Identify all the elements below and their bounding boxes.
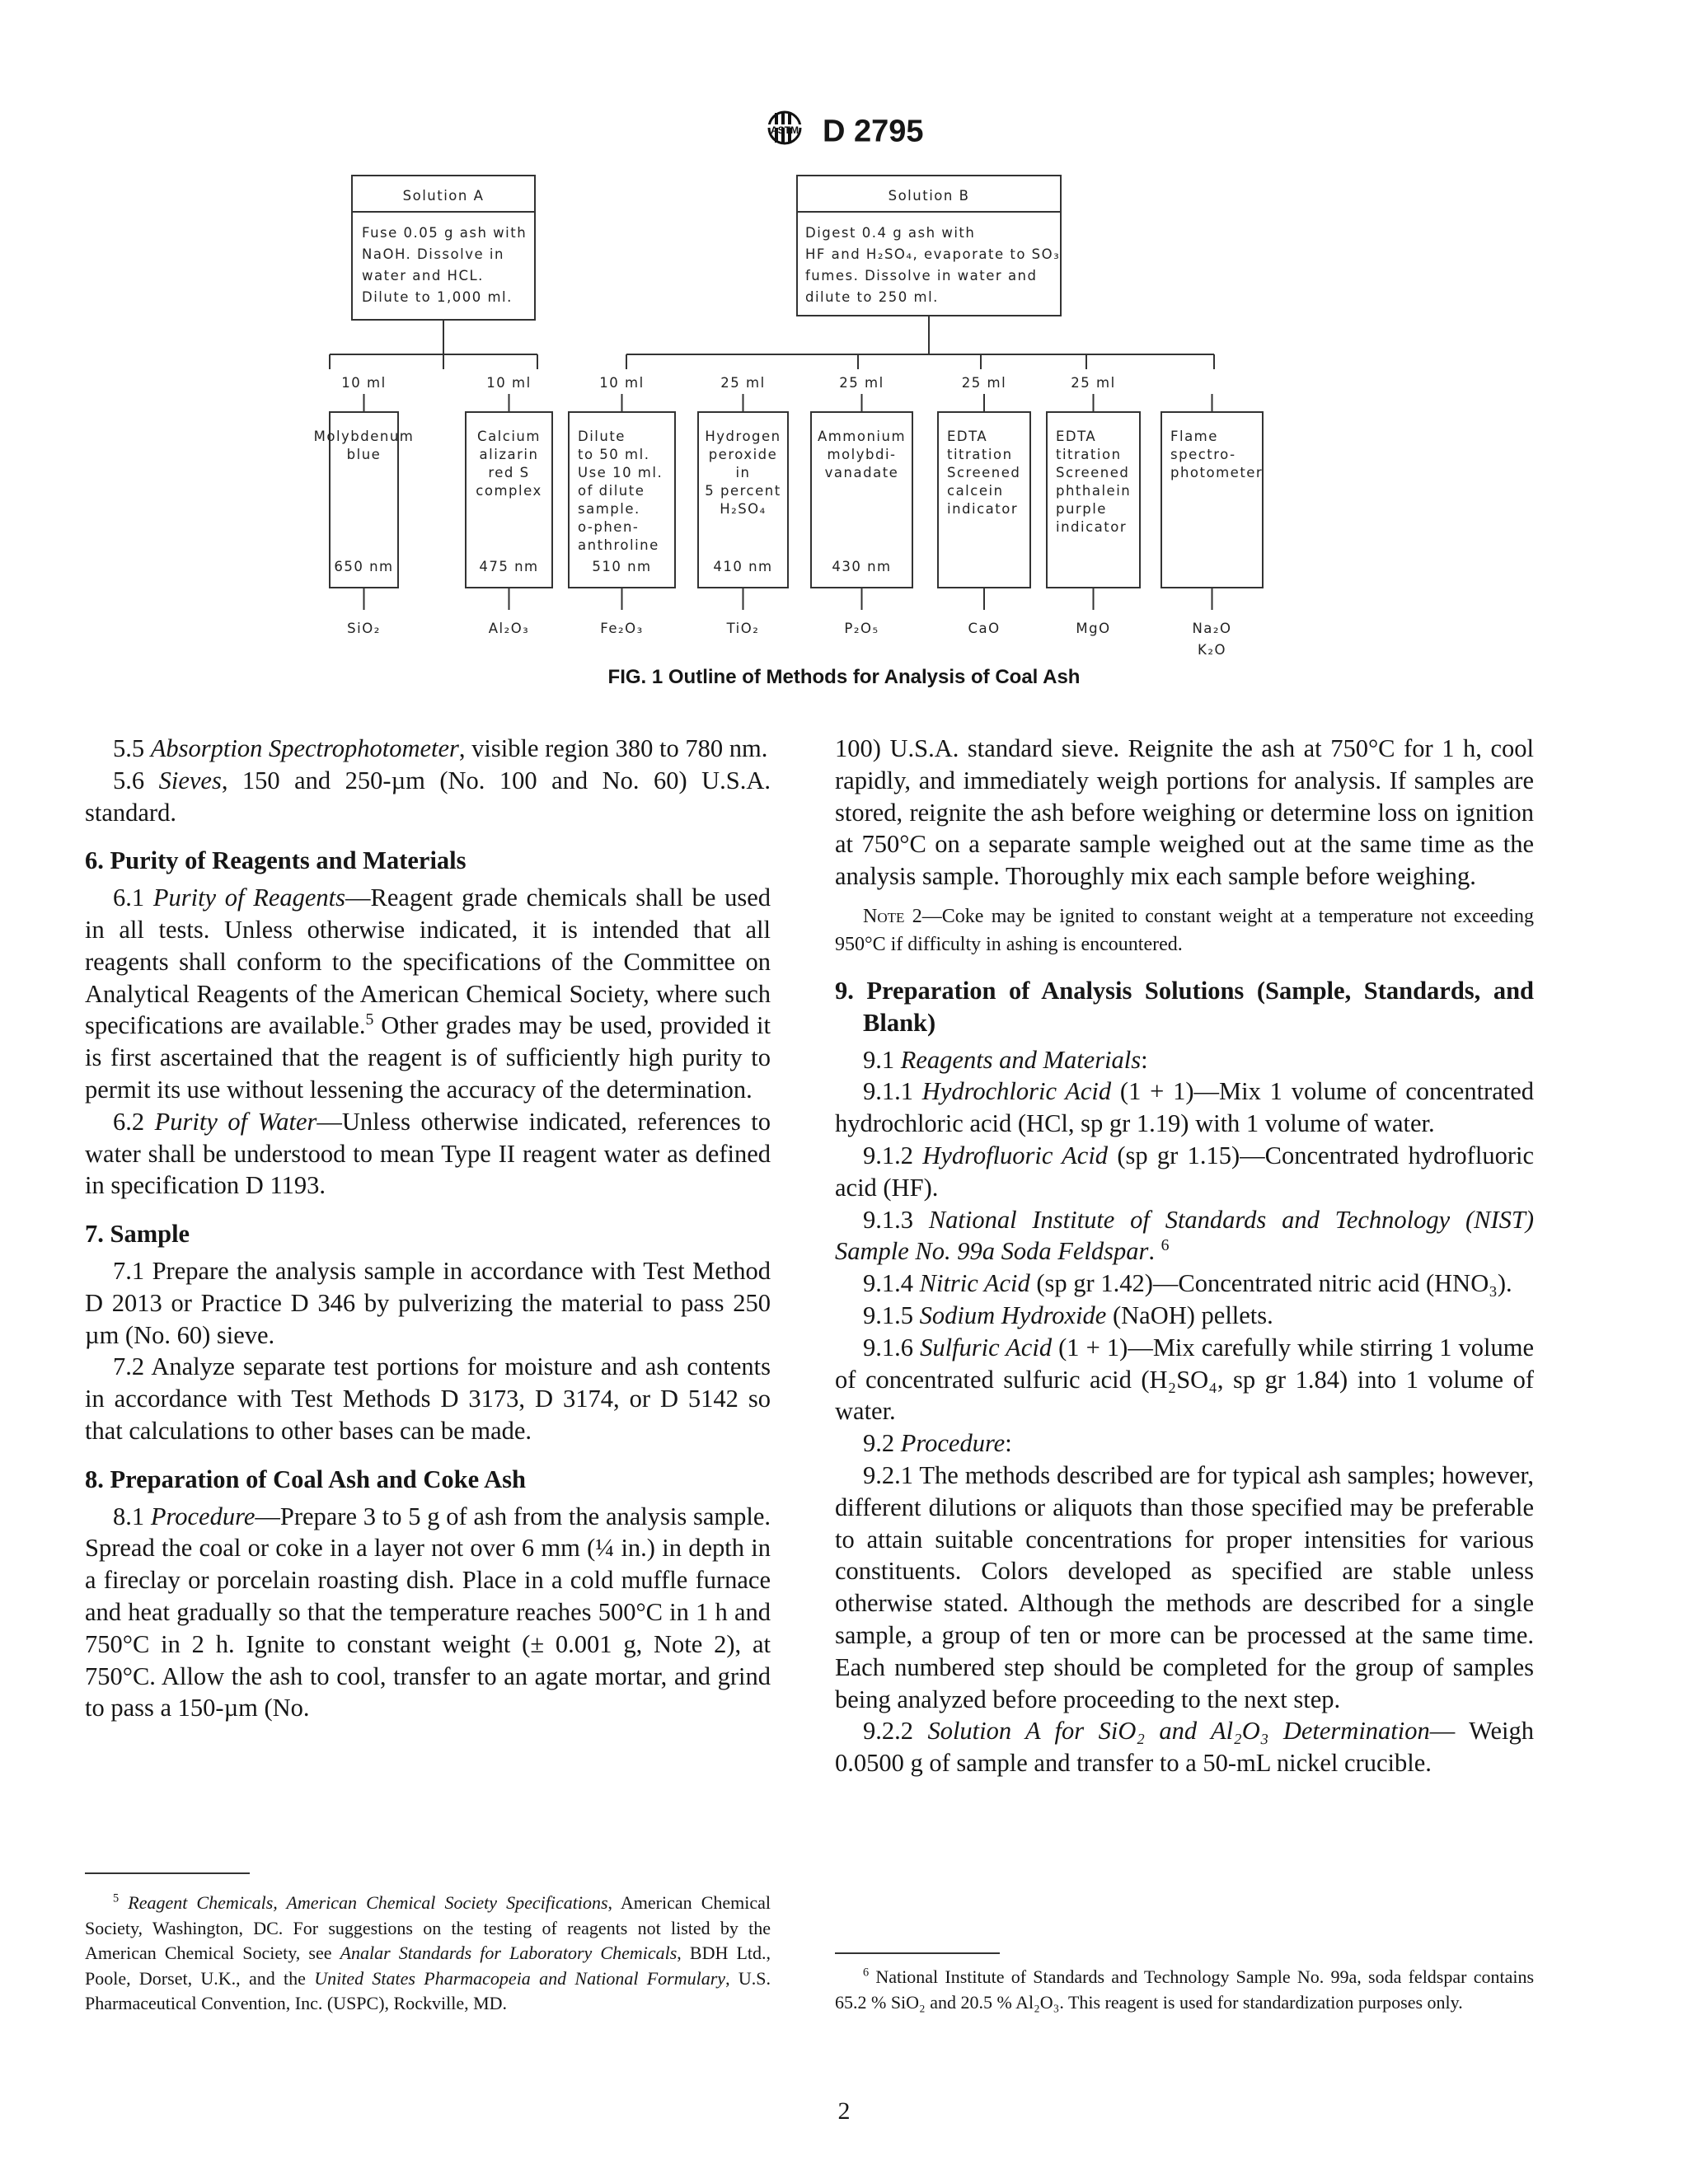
method-text-line: to 50 ml. [578,447,650,462]
section-9-heading: 9. Preparation of Analysis Solutions (Sample, Standards, and Blank) [835,976,1534,1037]
analyte-label: Na₂O [1192,621,1232,636]
footnote-5: $^5$ Reagent Chemicals, American Chemical Society Specifications, American Chemical Society, Washington, DC. For suggestions on the testing of reagents not listed by the American Chemical Society, see Analar Standards for Laboratory Chemicals, BDH Ltd., Poole, Dorset, U.K., and the United States Pharmacopeia and National Formulary, U.S. Pharmaceutical Convention, Inc. (USPC), Rockville, MD. [85,1891,771,2013]
method-wavelength-label: 510 nm [592,559,652,574]
paragraph-9-2: 9.2 Procedure: [863,1429,1012,1458]
paragraph-9-1: 9.1 Reagents and Materials: [863,1045,1148,1074]
solution-a-title: Solution A [402,188,485,204]
method-text-line: in [735,465,751,480]
left-column [85,733,771,1724]
analyte-label: SiO₂ [347,621,381,636]
methods-flowchart [0,0,1688,676]
method-text-line: titration [1056,447,1122,462]
analyte-label: TiO₂ [726,621,760,636]
method-text-line: complex [476,483,542,499]
method-text-line: blue [346,447,382,462]
paragraph-9-1-3: 9.1.3 National Institute of Standards and Technology (NIST) Sample No. 99a Soda Feldspar. $^6$ [835,1205,1534,1266]
method-volume-label: 25 ml [720,375,766,391]
analyte-label: Fe₂O₃ [600,621,644,636]
method-text-line: phthalein [1056,483,1132,499]
paragraph-5-5: 5.5 Absorption Spectrophotometer, visible region 380 to 780 nm. [113,734,768,762]
method-text-line: Screened [1056,465,1130,480]
method-text-line: Use 10 ml. [578,465,663,480]
method-text-line: sample. [578,501,640,517]
solution-a-line: NaOH. Dissolve in [362,246,504,262]
method-volume-label: 25 ml [961,375,1007,391]
method-text-line: Calcium [477,429,541,444]
paragraph-8-1: 8.1 Procedure—Prepare 3 to 5 g of ash from the analysis sample. Spread the coal or coke in a layer not over 6 mm (¼ in.) in depth in a fireclay or porcelain roasting dish. Place in a cold muffle furnace and heat gradually so that the temperature reaches 500°C in 1 h and 750°C in 2 h. Ignite to constant weight (± 0.001 g, Note 2), at 750°C. Allow the ash to cool, transfer to an agate mortar, and grind to pass a 150-µm (No. [85,1502,771,1722]
right-column [835,733,1534,1779]
analyte-label: P₂O₅ [844,621,879,636]
solution-b-line: Digest 0.4 g ash with [805,225,976,241]
paragraph-8-1-continued: 100) U.S.A. standard sieve. Reignite the ash at 750°C for 1 h, cool rapidly, and immediately weigh portions for analysis. If samples are stored, reignite the ash before weighing or determine loss on ignition at 750°C on a separate sample weighed out at the same time as the analysis sample. Thoroughly mix each sample before weighing. [835,734,1534,891]
figure-caption: FIG. 1 Outline of Methods for Analysis of Coal Ash [607,666,1081,688]
method-text-line: H₂SO₄ [720,501,767,517]
paragraph-9-1-2: 9.1.2 Hydrofluoric Acid (sp gr 1.15)—Concentrated hydrofluoric acid (HF). [835,1141,1534,1202]
paragraph-9-1-1: 9.1.1 Hydrochloric Acid (1 + 1)—Mix 1 volume of concentrated hydrochloric acid (HCl, sp gr 1.19) with 1 volume of water. [835,1077,1534,1138]
method-text-line: indicator [1056,519,1128,535]
method-text-line: Flame [1170,429,1218,444]
method-text-line: photometer [1170,465,1264,480]
method-text-line: titration [947,447,1013,462]
method-volume-label: 25 ml [839,375,884,391]
method-wavelength-label: 430 nm [832,559,892,574]
footnote-6: $^6$ National Institute of Standards and Technology Sample No. 99a, soda feldspar contains 65.2 % SiO₂ and 20.5 % Al₂O₃. This reagent is used for standardization purposes only. [835,1966,1535,2013]
solution-a-line: water and HCL. [362,268,484,284]
method-text-line: vanadate [824,465,899,480]
note-2: Note 2—Coke may be ignited to constant weight at a temperature not exceeding 950°C if difficulty in ashing is encountered. [835,905,1534,955]
section-7-heading: 7. Sample [85,1220,190,1249]
method-text-line: spectro- [1170,447,1236,462]
method-text-line: Hydrogen [705,429,781,444]
method-volume-label: 25 ml [1071,375,1116,391]
method-text-line: of dilute [578,483,645,499]
solution-a-line: Dilute to 1,000 ml. [362,289,513,305]
section-8-heading: 8. Preparation of Coal Ash and Coke Ash [85,1465,526,1493]
footnote-rule-left [85,1872,250,1874]
designation: D 2795 [823,114,924,149]
method-text-line: indicator [947,501,1019,517]
analyte-label: Al₂O₃ [488,621,530,636]
paragraph-9-1-6: 9.1.6 Sulfuric Acid (1 + 1)—Mix carefully while stirring 1 volume of concentrated sulfuric acid (H₂SO₄, sp gr 1.84) into 1 volume of water. [835,1333,1534,1426]
method-wavelength-label: 650 nm [334,559,394,574]
paragraph-6-1: 6.1 Purity of Reagents—Reagent grade chemicals shall be used in all tests. Unless otherwise indicated, it is intended that all reagents shall conform to the specifications of the Committee on Analytical Reagents of the American Chemical Society, where such specifications are available.$^5$ Other grades may be used, provided it is first ascertained that the reagent is of sufficiently high purity to permit its use without lessening the accuracy of the determination. [85,883,771,1104]
section-6-heading: 6. Purity of Reagents and Materials [85,846,467,875]
paragraph-7-2: 7.2 Analyze separate test portions for moisture and ash contents in accordance with Test Methods D 3173, D 3174, or D 5142 so that calculations to other bases can be made. [85,1352,771,1445]
method-text-line: alizarin [479,447,539,462]
analyte-label: MgO [1076,621,1111,636]
solution-a-line: Fuse 0.05 g ash with [362,225,528,241]
solution-b-title: Solution B [888,188,970,204]
method-volume-label: 10 ml [341,375,387,391]
method-text-line: peroxide [708,447,778,462]
paragraph-6-2: 6.2 Purity of Water—Unless otherwise indicated, references to water shall be understood to mean Type II reagent water as defined in specification D 1193. [85,1107,771,1200]
method-text-line: EDTA [947,429,988,444]
paragraph-9-1-4: 9.1.4 Nitric Acid (sp gr 1.42)—Concentrated nitric acid (HNO₃). [863,1269,1512,1298]
paragraph-5-6: 5.6 Sieves, 150 and 250-µm (No. 100 and No. 60) U.S.A. standard. [85,766,771,827]
method-text-line: Screened [947,465,1021,480]
method-text-line: Ammonium [817,429,907,444]
method-text-line: red S [488,465,530,480]
page-number: 2 [837,2097,851,2125]
svg-text:ASTM: ASTM [771,124,799,136]
solution-b-line: fumes. Dissolve in water and [805,268,1038,284]
method-text-line: purple [1056,501,1107,517]
method-text-line: 5 percent [705,483,781,499]
method-wavelength-label: 410 nm [713,559,773,574]
analyte-label: CaO [968,621,1001,636]
analyte-label: K₂O [1198,642,1226,658]
paragraph-9-2-1: 9.2.1 The methods described are for typical ash samples; however, different dilutions or aliquots than those specified may be preferable to attain suitable concentrations for proper intensities for various constituents. Colors developed as specified are stable unless otherwise stated. Although the methods are described for a single sample, a group of ten or more can be processed at the same time. Each numbered step should be completed for the group of samples being analyzed before proceeding to the next step. [835,1460,1534,1713]
method-text-line: Molybdenum [313,429,415,444]
method-text-line: molybdi- [827,447,897,462]
method-text-line: anthroline [578,537,659,553]
paragraph-7-1: 7.1 Prepare the analysis sample in accordance with Test Method D 2013 or Practice D 346 by pulverizing the material to pass 250 µm (No. 60) sieve. [85,1256,771,1349]
method-text-line: calcein [947,483,1004,499]
method-text-line: o-phen- [578,519,640,535]
footnote-rule-right [835,1952,1000,1954]
paragraph-9-2-2: 9.2.2 Solution A for SiO₂ and Al₂O₃ Determination— Weigh 0.0500 g of sample and transfer to a 50-mL nickel crucible. [835,1717,1535,1778]
method-volume-label: 10 ml [599,375,645,391]
solution-b-line: dilute to 250 ml. [805,289,939,305]
paragraph-9-1-5: 9.1.5 Sodium Hydroxide (NaOH) pellets. [863,1301,1273,1329]
method-wavelength-label: 475 nm [479,559,539,574]
solution-b-line: HF and H₂SO₄, evaporate to SO₃ [805,246,1061,262]
method-text-line: Dilute [578,429,626,444]
method-text-line: EDTA [1056,429,1097,444]
method-volume-label: 10 ml [486,375,532,391]
